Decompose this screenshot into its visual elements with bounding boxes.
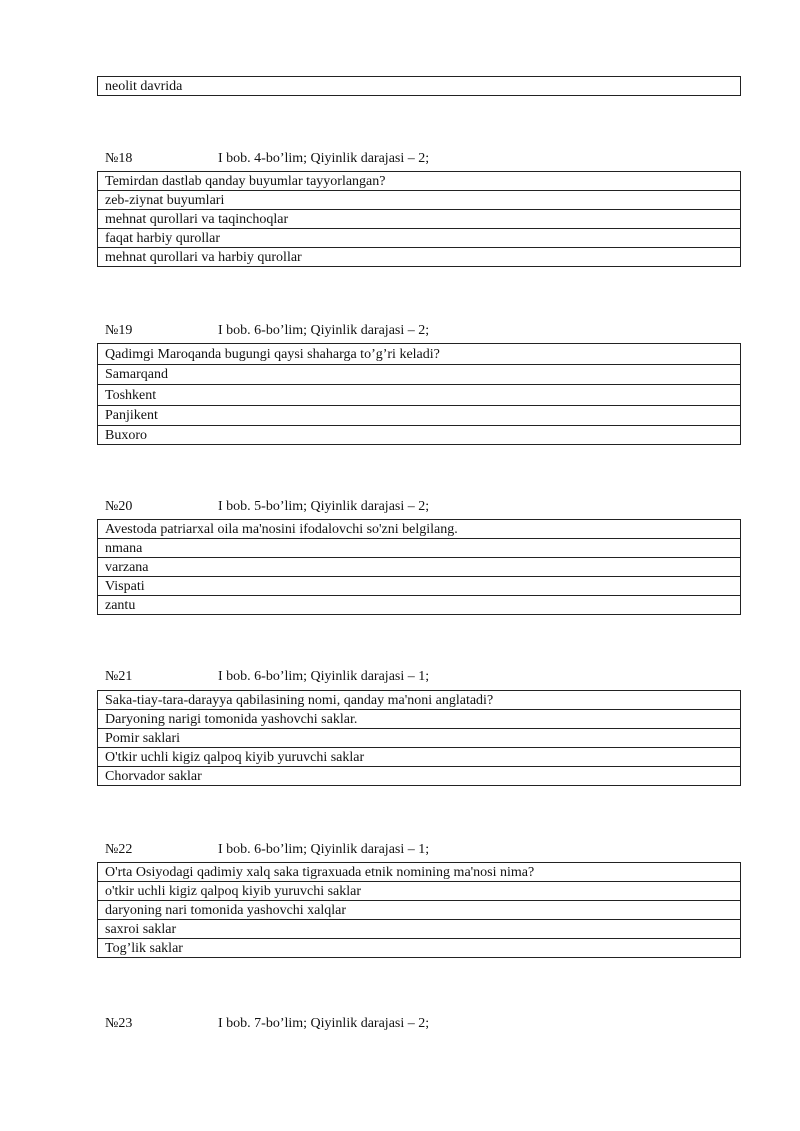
answer-option: O'tkir uchli kigiz qalpoq kiyib yuruvchi saklar — [98, 748, 740, 767]
answer-option: Tog’lik saklar — [105, 941, 183, 956]
question-header-22 — [105, 841, 429, 859]
question-text: Avestoda patriarxal oila ma'nosini ifodalovchi so'zni belgilang. — [98, 520, 740, 539]
question-table-20 — [97, 519, 741, 615]
question-number: №21 — [105, 669, 133, 684]
question-text: Qadimgi Maroqanda bugungi qaysi shaharga to’g’ri keladi? — [98, 344, 740, 365]
question-table-18 — [97, 171, 741, 267]
answer-option: nmana — [98, 539, 740, 558]
answer-option: mehnat qurollari va harbiy qurollar — [105, 250, 302, 265]
answer-option: Buxoro — [105, 428, 147, 443]
answer-option: Daryoning narigi tomonida yashovchi saklar. — [98, 710, 740, 729]
answer-option: neolit davrida — [105, 79, 183, 94]
question-text: O'rta Osiyodagi qadimiy xalq saka tigraxuada etnik nomining ma'nosi nima? — [98, 863, 740, 882]
question-number: №18 — [105, 151, 133, 166]
answer-option: mehnat qurollari va taqinchoqlar — [98, 210, 740, 229]
answer-option: faqat harbiy qurollar — [98, 229, 740, 248]
question-number: №20 — [105, 499, 133, 514]
answer-option: Toshkent — [98, 385, 740, 406]
question-table-22 — [97, 862, 741, 958]
question-meta: I bob. 6-bo’lim; Qiyinlik darajasi – 1; — [218, 669, 430, 684]
question-header-19 — [105, 322, 429, 340]
question-table-19 — [97, 343, 741, 445]
question-table-21 — [97, 690, 741, 786]
question-meta: I bob. 5-bo’lim; Qiyinlik darajasi – 2; — [218, 499, 430, 514]
question-meta: I bob. 6-bo’lim; Qiyinlik darajasi – 2; — [218, 323, 430, 338]
question-text: Saka-tiay-tara-darayya qabilasining nomi, qanday ma'noni anglatadi? — [98, 691, 740, 710]
previous-question-table-fragment — [97, 76, 741, 96]
question-number: №19 — [105, 323, 133, 338]
question-number: №22 — [105, 842, 133, 857]
question-meta: I bob. 4-bo’lim; Qiyinlik darajasi – 2; — [218, 151, 430, 166]
answer-option: Chorvador saklar — [105, 769, 202, 784]
answer-option: Pomir saklari — [98, 729, 740, 748]
answer-option: Samarqand — [98, 365, 740, 385]
question-header-18 — [105, 150, 429, 168]
answer-option: varzana — [98, 558, 740, 577]
answer-option: zantu — [105, 598, 136, 613]
question-meta: I bob. 6-bo’lim; Qiyinlik darajasi – 1; — [218, 842, 430, 857]
question-header-20 — [105, 498, 429, 516]
question-text: Temirdan dastlab qanday buyumlar tayyorlangan? — [98, 172, 740, 191]
answer-option: o'tkir uchli kigiz qalpoq kiyib yuruvchi saklar — [98, 882, 740, 901]
question-header-23 — [105, 1015, 429, 1033]
answer-option: daryoning nari tomonida yashovchi xalqlar — [98, 901, 740, 920]
question-meta: I bob. 7-bo’lim; Qiyinlik darajasi – 2; — [218, 1016, 430, 1031]
answer-option: saxroi saklar — [98, 920, 740, 939]
answer-option: zeb-ziynat buyumlari — [98, 191, 740, 210]
answer-option: Panjikent — [98, 406, 740, 426]
question-number: №23 — [105, 1016, 133, 1031]
answer-option: Vispati — [98, 577, 740, 596]
question-header-21 — [105, 668, 429, 686]
